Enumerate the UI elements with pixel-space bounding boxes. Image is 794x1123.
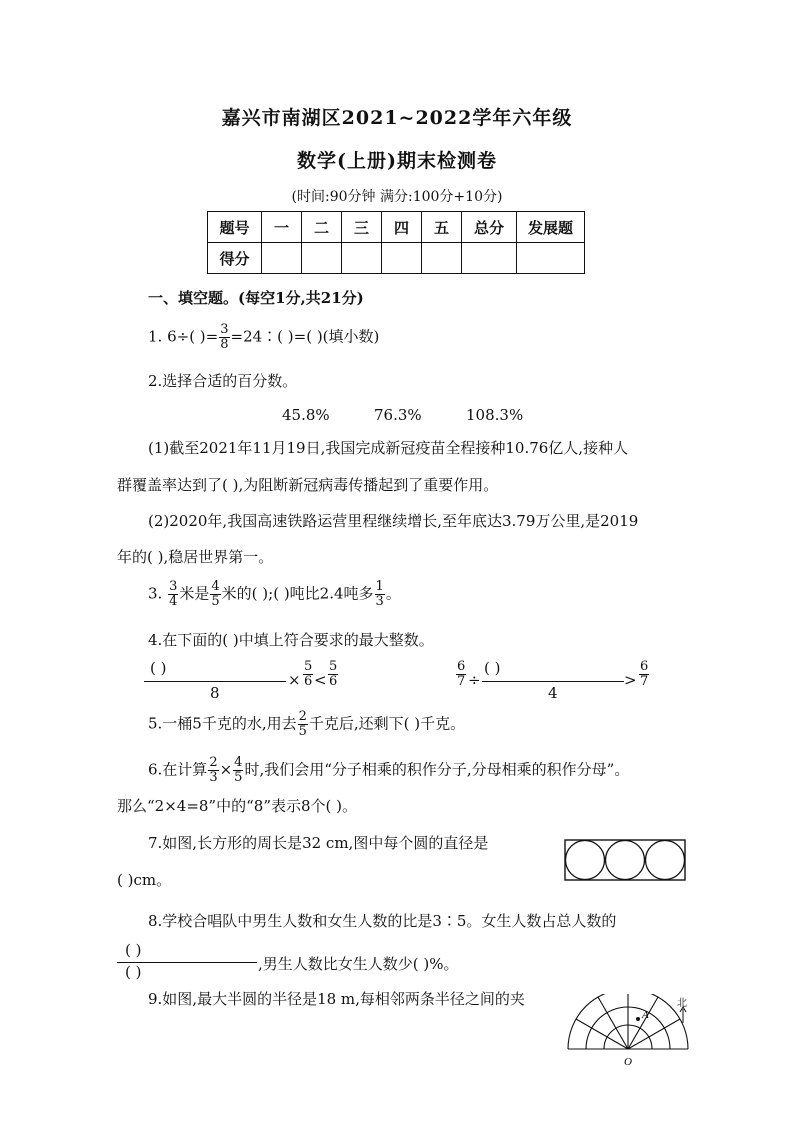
q4-left-fraction-bar	[144, 681, 286, 682]
q1-suffix: =24∶( )=( )(填小数)	[230, 327, 380, 346]
q6-suffix: 时,我们会用“分子相乘的积作分子,分母相乘的积作分母”。	[244, 760, 630, 779]
radius-line	[628, 997, 658, 1049]
question-3	[148, 580, 401, 609]
q2-part2-line2: 年的( ),稳居世界第一。	[117, 548, 274, 566]
q4-right-fraction-1	[455, 660, 467, 689]
north-arrow-icon	[678, 1006, 688, 1024]
q2-part2-line1: (2)2020年,我国高速铁路运营里程继续增长,至年底达3.79万公里,是2019	[148, 512, 639, 530]
question-5	[148, 710, 465, 739]
score-table-cell: 三	[342, 212, 382, 243]
q6-fraction-1	[208, 756, 218, 785]
section-heading: 一、填空题。(每空1分,共21分)	[148, 289, 364, 307]
q3-mid2: 米的( );( )吨比2.4吨多	[221, 584, 374, 603]
question-7: 7.如图,长方形的周长是32 cm,图中每个圆的直径是	[148, 834, 489, 852]
q1-frac-numerator: 3	[220, 322, 229, 337]
q3-fraction-3	[375, 580, 385, 609]
q4-right-f1-denominator: 7	[457, 674, 466, 689]
q3-fraction-2	[210, 580, 220, 609]
score-input-cell[interactable]	[422, 243, 462, 274]
score-table-cell: 发展题	[517, 212, 585, 243]
q4-left-f1-numerator: 5	[304, 659, 313, 674]
score-table	[207, 211, 585, 274]
score-table-cell: 得分	[208, 243, 262, 274]
q4-left-f2-denominator: 6	[329, 674, 338, 689]
page-subtitle: 数学(上册)期末检测卷	[297, 150, 497, 172]
score-input-cell[interactable]	[342, 243, 382, 274]
time-info: (时间:90分钟 满分:100分+10分)	[291, 189, 503, 205]
north-label: 北	[677, 998, 687, 1009]
q2-part1-line2: 群覆盖率达到了( ),为阻断新冠病毒传播起到了重要作用。	[117, 476, 499, 494]
q3-f2-denominator: 5	[211, 594, 220, 609]
score-table-cell: 五	[422, 212, 462, 243]
question-6	[148, 756, 629, 785]
q6-f1-denominator: 3	[209, 770, 218, 785]
score-table-cell: 四	[382, 212, 422, 243]
q4-left-f1-denominator: 6	[304, 674, 313, 689]
rectangle-circles-figure	[564, 838, 686, 884]
score-table-cell: 二	[302, 212, 342, 243]
question-1	[148, 323, 379, 352]
q3-number: 3.	[148, 584, 163, 603]
q4-right-denominator: 4	[548, 684, 558, 702]
radius-line	[576, 1019, 628, 1049]
q7-line2: ( )cm。	[117, 871, 172, 889]
score-input-cell[interactable]	[262, 243, 302, 274]
q3-f2-numerator: 4	[211, 579, 220, 594]
q6-f2-denominator: 5	[234, 770, 243, 785]
q8-frac-bottom-blank[interactable]: ( )	[125, 963, 142, 981]
q5-frac-numerator: 2	[298, 709, 307, 724]
q6-line2: 那么“2×4=8”中的“8”表示8个( )。	[117, 797, 358, 815]
score-table-score-row	[208, 243, 585, 274]
q2-option: 108.3%	[466, 406, 524, 424]
q4-left-compare: <	[314, 671, 327, 689]
q3-f3-numerator: 1	[375, 579, 384, 594]
q4-right-f2-denominator: 7	[640, 674, 649, 689]
point-o-label: O	[624, 1056, 632, 1068]
question-4: 4.在下面的( )中填上符合要求的最大整数。	[148, 631, 434, 649]
radius-line	[628, 1019, 680, 1049]
score-input-cell[interactable]	[382, 243, 422, 274]
page-title: 嘉兴市南湖区2021~2022学年六年级	[221, 107, 573, 129]
q4-left-denominator: 8	[210, 684, 220, 702]
q5-fraction	[298, 710, 308, 739]
q2-option: 45.8%	[282, 406, 330, 424]
q2-part1-line1: (1)截至2021年11月19日,我国完成新冠疫苗全程接种10.76亿人,接种人	[148, 439, 629, 457]
q6-f2-numerator: 4	[234, 755, 243, 770]
q3-f1-denominator: 4	[169, 594, 178, 609]
score-input-cell[interactable]	[302, 243, 342, 274]
point-a-label: A	[642, 1009, 649, 1021]
q4-right-f1-numerator: 6	[457, 659, 466, 674]
q6-fraction-2	[233, 756, 243, 785]
score-table-cell: 一	[262, 212, 302, 243]
q4-right-blank[interactable]: ( )	[484, 659, 501, 677]
q1-fraction	[219, 323, 229, 352]
radius-line	[598, 997, 628, 1049]
q3-end: 。	[385, 584, 401, 603]
q4-left-f2-numerator: 5	[329, 659, 338, 674]
q3-f1-numerator: 3	[169, 579, 178, 594]
q4-right-operator: ÷	[468, 671, 481, 689]
score-table-cell: 题号	[208, 212, 262, 243]
q1-frac-denominator: 8	[220, 337, 229, 352]
q1-prefix: 1. 6÷( )=	[148, 327, 219, 346]
score-input-cell[interactable]	[517, 243, 585, 274]
q8-suffix: ,男生人数比女生人数少( )%。	[258, 955, 459, 973]
q4-right-f2-numerator: 6	[640, 659, 649, 674]
q4-left-operator: ×	[288, 671, 301, 689]
q3-f3-denominator: 3	[375, 594, 384, 609]
q4-left-fraction-1	[302, 660, 314, 689]
q4-left-blank[interactable]: ( )	[150, 659, 167, 677]
q4-right-compare: >	[624, 671, 637, 689]
rectangle-shape	[565, 840, 685, 880]
circle-shape	[606, 841, 645, 880]
q8-frac-top-blank[interactable]: ( )	[125, 941, 142, 959]
circle-shape	[566, 841, 605, 880]
q5-prefix: 5.一桶5千克的水,用去	[148, 714, 297, 733]
semicircle-figure	[562, 994, 694, 1070]
score-table-header-row	[208, 212, 585, 243]
q4-right-fraction-bar	[482, 681, 624, 682]
circle-shape	[646, 841, 685, 880]
q4-left-fraction-2	[327, 660, 339, 689]
q6-operator: ×	[219, 760, 233, 779]
question-9: 9.如图,最大半圆的半径是18 m,每相邻两条半径之间的夹	[148, 990, 525, 1008]
question-8: 8.学校合唱队中男生人数和女生人数的比是3∶5。女生人数占总人数的	[148, 912, 617, 930]
q4-right-fraction-2	[638, 660, 650, 689]
q2-option: 76.3%	[374, 406, 422, 424]
q6-prefix: 6.在计算	[148, 760, 208, 779]
score-input-cell[interactable]	[462, 243, 517, 274]
q6-f1-numerator: 2	[209, 755, 218, 770]
q5-frac-denominator: 5	[298, 724, 307, 739]
q3-mid1: 米是	[179, 584, 210, 603]
q3-fraction-1	[168, 580, 178, 609]
q5-suffix: 千克后,还剩下( )千克。	[308, 714, 466, 733]
question-2: 2.选择合适的百分数。	[148, 372, 298, 390]
point-a-marker	[636, 1017, 640, 1021]
score-table-cell: 总分	[462, 212, 517, 243]
